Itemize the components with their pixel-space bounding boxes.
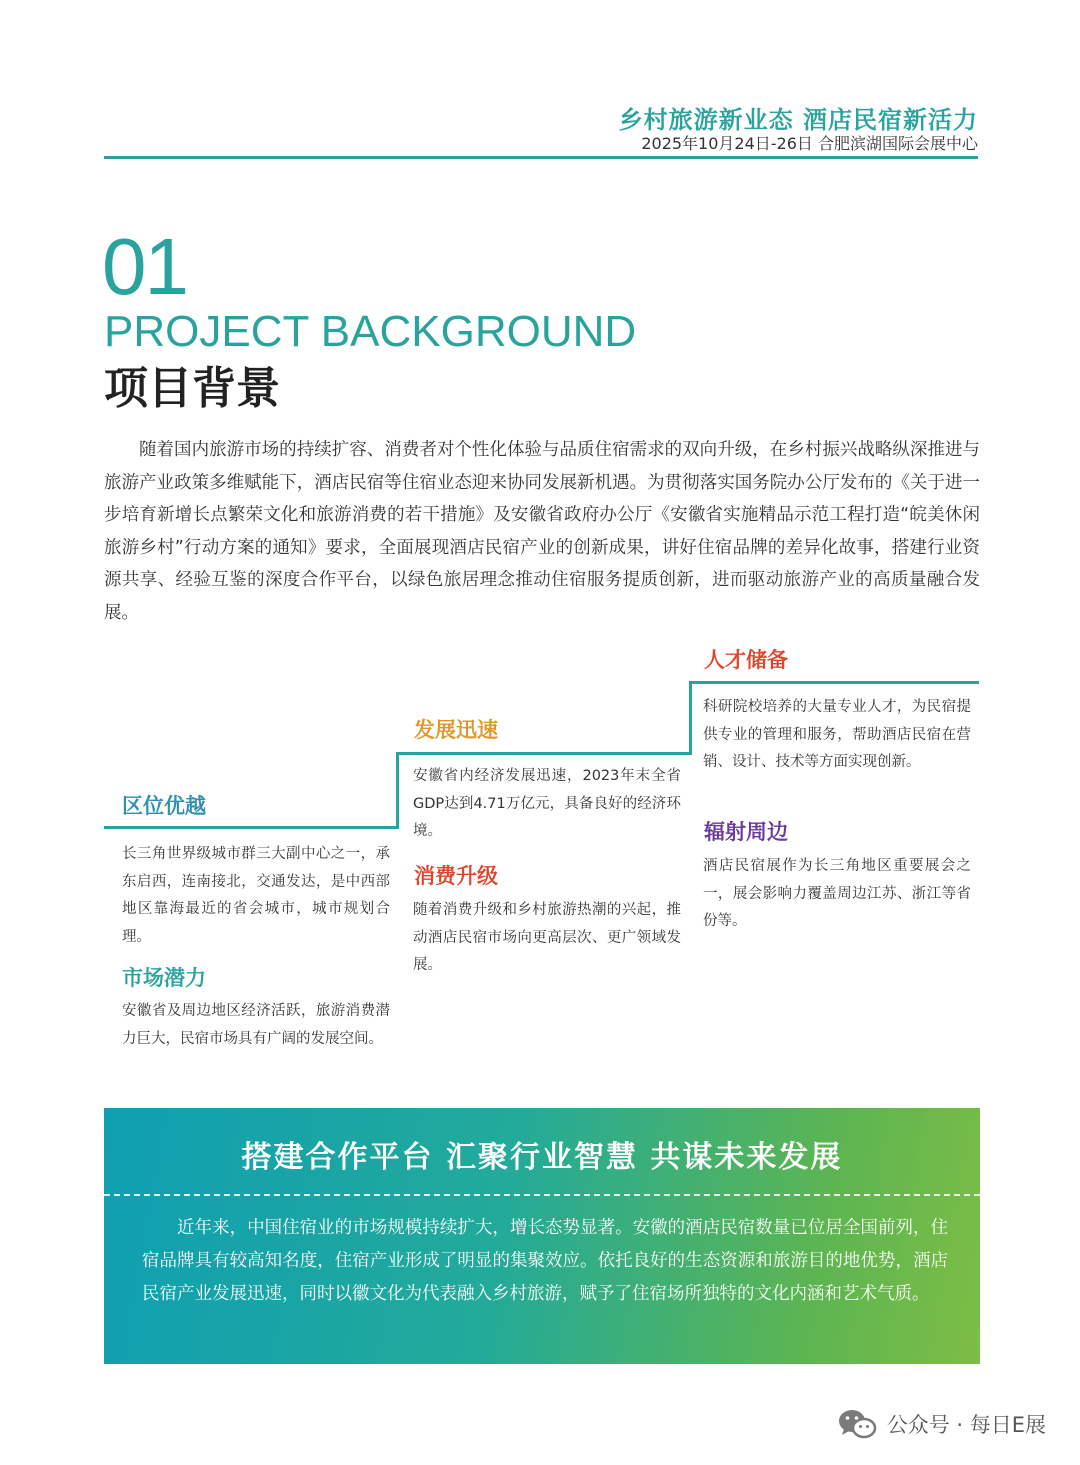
banner-dashed-divider [104,1194,980,1196]
section-chinese-title: 项目背景 [104,363,280,414]
feature-title-talent: 人才储备 [704,648,788,672]
feature-text-talent: 科研院校培养的大量专业人才，为民宿提供专业的管理和服务，帮助酒店民宿在营销、设计、技术等方面实现创新。 [703,699,971,770]
feature-text-growth: 安徽省内经济发展迅速，2023年末全省GDP达到4.71万亿元，具备良好的经济环境。 [413,768,681,839]
wechat-icon [837,1407,877,1441]
section-number: 01 [102,222,187,311]
stair-line-2-riser [689,681,692,755]
wechat-watermark [837,1404,1046,1444]
feature-title-consumption: 消费升级 [414,864,498,888]
feature-text-location: 长三角世界级城市群三大副中心之一，承东启西，连南接北，交通发达，是中西部地区靠海最近的省会城市，城市规划合理。 [122,846,390,945]
feature-text-consumption: 随着消费升级和乡村旅游热潮的兴起，推动酒店民宿市场向更高层次、更广领域发展。 [413,902,681,973]
intro-paragraph: 随着国内旅游市场的持续扩容、消费者对个性化体验与品质住宿需求的双向升级，在乡村振兴战略纵深推进与旅游产业政策多维赋能下，酒店民宿等住宿业态迎来协同发展新机遇。为贯彻落实国务院办公厅发布的《关于进一步培育新增长点繁荣文化和旅游消费的若干措施》及安徽省政府办公厅《安徽省实施精品示范工程打造“皖美休闲旅游乡村”行动方案的通知》要求，全面展现酒店民宿产业的创新成果，讲好住宿品牌的差异化故事，搭建行业资源共享、经验互鉴的深度合作平台，以绿色旅居理念推动住宿服务提质创新，进而驱动旅游产业的高质量融合发展。 [104,440,980,623]
feature-title-market: 市场潜力 [122,966,206,990]
stair-line-1 [104,826,398,829]
stair-line-1-riser [396,752,399,829]
feature-title-radiation: 辐射周边 [704,820,788,844]
stair-line-2 [396,752,692,755]
banner-title: 搭建合作平台 汇聚行业智慧 共谋未来发展 [241,1140,843,1175]
feature-title-location: 区位优越 [122,794,206,818]
header-title: 乡村旅游新业态 酒店民宿新活力 [618,106,978,134]
banner-paragraph: 近年来，中国住宿业的市场规模持续扩大，增长态势显著。安徽的酒店民宿数量已位居全国前列，住宿品牌具有较高知名度，住宿产业形成了明显的集聚效应。依托良好的生态资源和旅游目的地优势，酒店民宿产业发展迅速，同时以徽文化为代表融入乡村旅游，赋予了住宿场所独特的文化内涵和艺术气质。 [142,1218,948,1304]
feature-title-growth: 发展迅速 [414,718,498,742]
stair-line-3 [689,681,979,684]
section-english-title: PROJECT BACKGROUND [104,307,637,356]
header-subtitle: 2025年10月24日-26日 合肥滨湖国际会展中心 [641,134,978,153]
watermark-text: 公众号 · 每日E展 [886,1413,1046,1437]
feature-text-radiation: 酒店民宿展作为长三角地区重要展会之一，展会影响力覆盖周边江苏、浙江等省份等。 [703,858,971,929]
feature-text-market: 安徽省及周边地区经济活跃，旅游消费潜力巨大，民宿市场具有广阔的发展空间。 [122,1003,390,1047]
highlight-banner [104,1108,980,1364]
header-divider [104,156,978,159]
